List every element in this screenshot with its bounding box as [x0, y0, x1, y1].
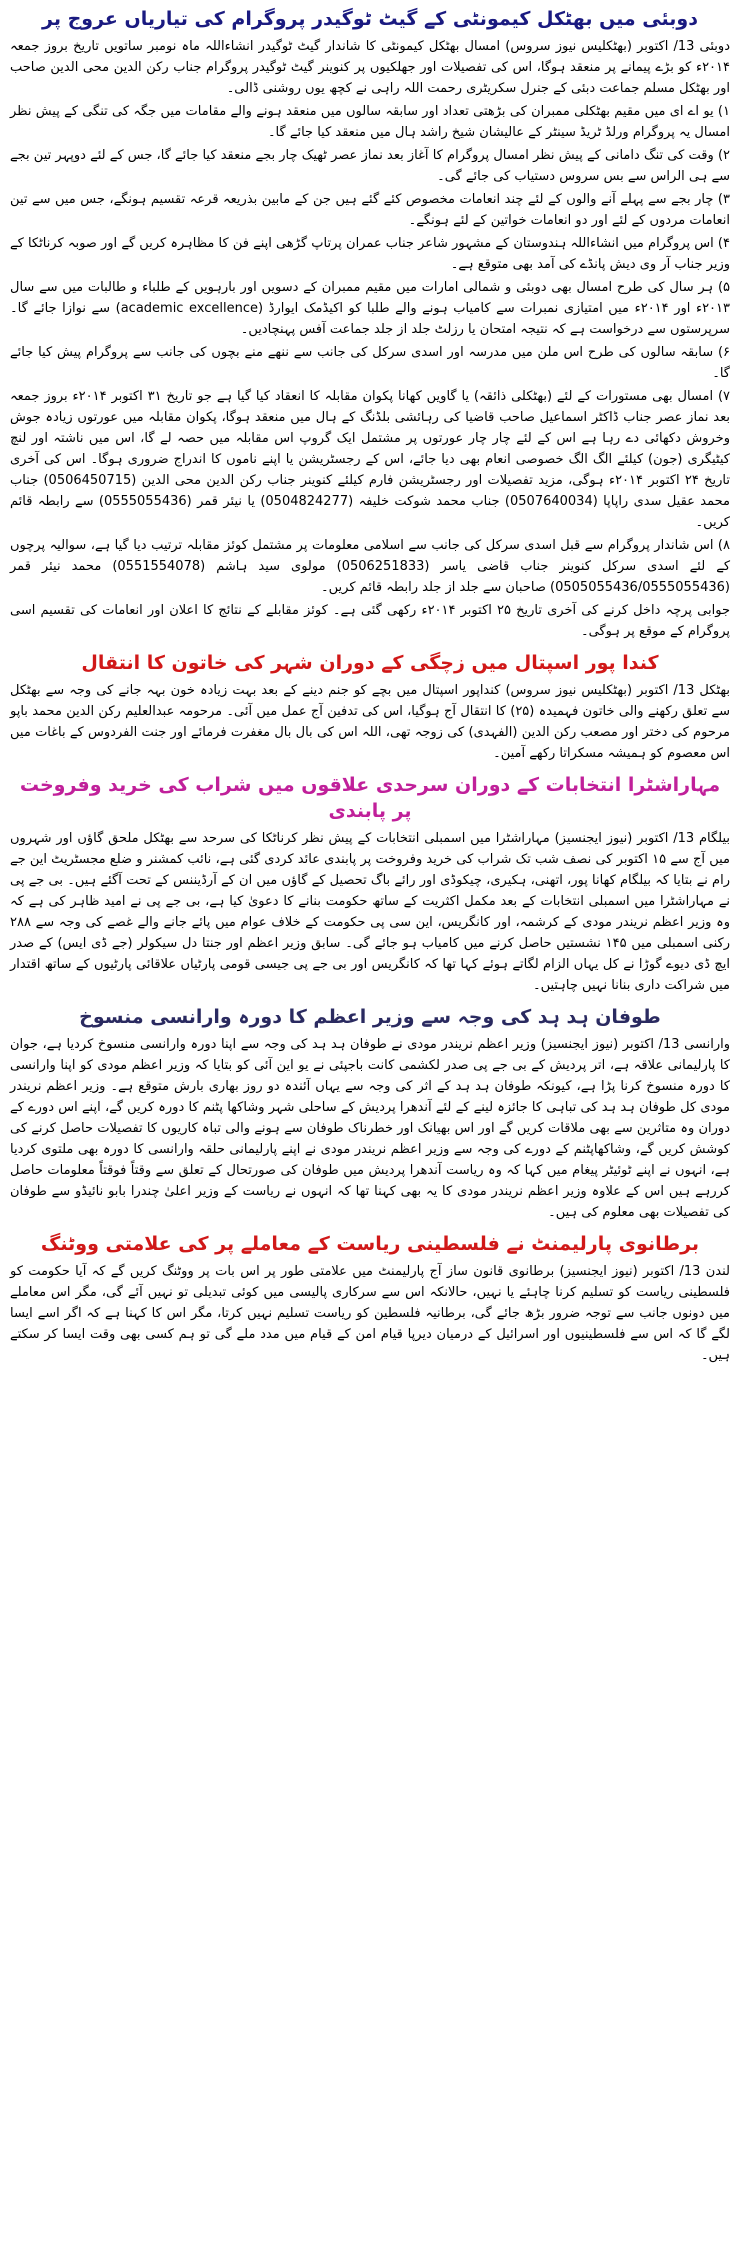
story-paragraph: لندن 13/ اکتوبر (نیوز ایجنسیز) برطانوی قانون ساز آج پارلیمنٹ میں علامتی طور پر اس بات پر ووٹنگ کریں گے کہ آیا حکومت کو فلسطینی ریاست کو تسلیم کرنا چاہئے یا نہیں، حالانکہ اس سے سرکاری پالیسی میں کوئی تبدیلی تو نہیں آئے گی، مگر اس معاملے میں دونوں جانب سے توجہ ضرور بڑھ جائے گی، برطانیہ فلسطین کو ریاست تسلیم نہیں کرتا، مگر اس کا کہنا ہے کہ اگر اسے ایسا لگے گا کہ اس سے فلسطینیوں اور اسرائیل کے درمیان دیرپا قیام امن کے قیام میں مدد ملے گی تو ہم کسی بھی وقت ایسا کر سکتے ہیں۔: [10, 1264, 730, 1363]
headline-dubai-get-together: دوبئی میں بھٹکل کیمونٹی کے گیٹ ٹوگیدر پروگرام کی تیاریاں عروج پر: [42, 8, 698, 30]
story-varanasi-visit-cancelled: [10, 1004, 730, 1223]
story-paragraph: بھٹکل 13/ اکتوبر (بھٹکلیس نیوز سروس) کنداپور اسپتال میں بچے کو جنم دینے کے بعد بہت زیادہ خون بہہ جانے کی وجہ سے بھٹکل سے تعلق رکھنے والی خاتون فہمیدہ (۲۵) کا انتقال آج ہوگیا، اس کی تدفین آج عمل میں آئی۔ مرحومہ عبدالعلیم رکن الدین محمد باپو مرحوم کی دختر اور مصعب رکن الدین (الفہدی) کی زوجہ تھی، اللہ اس کی بال بال مغفرت فرمائے اور جنت الفردوس کے باغات میں اس معصوم کو ہمیشہ مسکراتا رکھے آمین۔: [10, 683, 731, 761]
story-paragraph: ۸) اس شاندار پروگرام سے قبل اسدی سرکل کی جانب سے اسلامی معلومات پر مشتمل کوئز مقابلہ ترتیب دیا گیا ہے، سوالیہ پرچوں کے لئے اسدی سرکل کنوینر جناب قاضی یاسر (0506251833) مولوی سید ہاشم (0551554078) محمد نیئر قمر (0505055436/0555055436) صاحبان سے جلد از جلد رابطہ قائم کریں۔: [10, 538, 731, 595]
story-paragraph: ۴) اس پروگرام میں انشاءاللہ ہندوستان کے مشہور شاعر جناب عمران پرتاپ گڑھی اپنے فن کا مظاہرہ کریں گے اور صوبہ کرناٹکا کے وزیر جناب آر وی دیش پانڈے کی آمد بھی متوقع ہے۔: [10, 236, 730, 272]
story-paragraph: ۶) سابقہ سالوں کی طرح اس ملن میں مدرسہ اور اسدی سرکل کی جانب سے ننھے منے بچوں کی جانب سے پروگرام پیش کیا جائے گا۔: [10, 345, 730, 381]
headline-uk-palestine-vote: برطانوی پارلیمنٹ نے فلسطینی ریاست کے معاملے پر کی علامتی ووٹنگ: [40, 1233, 700, 1255]
story-paragraph: جوابی پرچہ داخل کرنے کی آخری تاریخ ۲۵ اکتوبر ۲۰۱۴ء رکھی گئی ہے۔ کوئز مقابلے کے نتائج کا اعلان اور انعامات کی تقسیم اسی پروگرام کے موقع پر ہوگی۔: [10, 603, 730, 639]
story-paragraph: ۲) وقت کی تنگ دامانی کے پیش نظر امسال پروگرام کا آغاز بعد نماز عصر ٹھیک چار بجے منعقد کیا جائے گا، جس کے لئے دوپہر تین بجے سے ہی الراس سے بس سروس دستیاب کی جائے گی۔: [10, 148, 730, 184]
story-uk-palestine-vote: [10, 1231, 730, 1366]
story-paragraph: ۱) یو اے ای میں مقیم بھٹکلی ممبران کی بڑھتی تعداد اور سابقہ سالوں میں منعقد ہونے والے مقامات میں جگہ کی تنگی کے پیش نظر امسال یہ پروگرام ورلڈ ٹریڈ سینٹر کے عالیشان شیخ راشد ہال میں منعقد کیا جائے گا۔: [10, 104, 730, 140]
story-paragraph: ۳) چار بجے سے پہلے آنے والوں کے لئے چند انعامات مخصوص کئے گئے ہیں جن کے مابین بذریعہ قرعہ تقسیم ہونگے، جس میں سے تین انعامات مردوں کے لئے اور دو انعامات خواتین کے لئے ہونگے۔: [10, 192, 730, 228]
headline-varanasi-visit-cancelled: طوفان ہد ہد کی وجہ سے وزیر اعظم کا دورہ وارانسی منسوخ: [79, 1006, 661, 1028]
story-paragraph: دوبئی 13/ اکتوبر (بھٹکلیس نیوز سروس) امسال بھٹکل کیمونٹی کا شاندار گیٹ ٹوگیدر انشاءاللہ ماہ نومبر ساتویں تاریخ بروز جمعہ ۲۰۱۴ء کو بڑے پیمانے پر منعقد ہوگا، اس کی تفصیلات اور جھلکیوں پر کنوینر گیٹ ٹوگیدر پروگرام جناب رکن الدین محی الدین صاحب اور بھٹکل مسلم جماعت دبئی کے جنرل سکریٹری رحمت اللہ راہی نے کچھ یوں روشنی ڈالی۔: [10, 39, 730, 96]
headline-maharashtra-liquor-ban: مہاراشٹرا انتخابات کے دوران سرحدی علاقوں میں شراب کی خرید وفروخت پر پابندی: [19, 774, 721, 822]
story-paragraph: ۵) ہر سال کی طرح امسال بھی دوبئی و شمالی امارات میں مقیم ممبران کے دسویں اور بارہویں کے طلباء و طالبات میں سے سال ۲۰۱۳ء اور ۲۰۱۴ء میں امتیازی نمبرات سے کامیاب ہونے والے طلبا کو اکیڈمک ایوارڈ (academic excellence) سے نوازا جائے گا۔ سرپرستوں سے درخواست ہے کہ نتیجہ امتحان یا رزلٹ جلد از جلد جماعت آفس پہنچادیں۔: [10, 280, 731, 337]
story-maharashtra-liquor-ban: [10, 772, 730, 996]
headline-kundapur-hospital: کندا پور اسپتال میں زچگی کے دوران شہر کی خاتون کا انتقال: [81, 652, 659, 674]
story-paragraph: بیلگام 13/ اکتوبر (نیوز ایجنسیز) مہاراشٹرا میں اسمبلی انتخابات کے پیش نظر کرناٹکا کی سرحد سے بھٹکل ملحق گاؤں اور شہروں میں آج سے ۱۵ اکتوبر کی نصف شب تک شراب کی خرید وفروخت پر پابندی عائد کردی گئی ہے، نائب کمشنر و ضلع مجسٹریٹ این جے رام نے بتایا کہ بیلگام کھانا پور، اتھنی، ہکیری، چیکوڈی اور رائے باگ تحصیل کے گاؤں میں ان کے آرڈیننس کے تحت آگئے ہیں۔ بی جے پی نے مہاراشٹرا میں اسمبلی انتخابات کے بعد مکمل اکثریت کے ساتھ حکومت بنانے کا دعویٰ کیا ہے، بی جے پی نے امید ظاہر کی ہے کہ وہ وزیر اعظم نریندر مودی کے کرشمہ، اور کانگریس، این سی پی حکومت کے خلاف عوام میں پائے جانے والے غصے کی وجہ سے ۲۸۸ رکنی اسمبلی میں ۱۴۵ نشستیں حاصل کرنے میں کامیاب ہو جائے گی۔ سابق وزیر اعظم اور جنتا دل سیکولر (جے ڈی ایس) کے صدر ایچ ڈی دیوے گوڑا نے کل یہاں الزام لگاتے ہوئے کہا تھا کہ کانگریس اور بی جے پی جیسی قومی پارٹیاں علاقائی پارٹیوں کے ساتھ اقتدار میں شراکت داری بنانا نہیں چاہتیں۔: [10, 831, 730, 993]
story-paragraph: وارانسی 13/ اکتوبر (نیوز ایجنسیز) وزیر اعظم نریندر مودی نے طوفان ہد ہد کی وجہ سے اپنا دورہ وارانسی منسوخ کردیا ہے، جوان کا پارلیمانی علاقہ ہے، اتر پردیش کے بی جے پی صدر لکشمی کانت باجپئی نے یو این آئی کو بتایا کہ وزیر اعظم مودی کو اپنا وارانسی کا دورہ منسوخ کرنا پڑا ہے، کیونکہ طوفان ہد ہد کے اثر کی وجہ سے یہاں آئندہ دو روز بھاری بارش متوقع ہے۔ وزیر اعظم نریندر مودی کل طوفان ہد ہد کی تباہی کا جائزہ لینے کے لئے آندھرا پردیش کے ساحلی شہر وشاکھا پٹنم کا دورہ کریں گے، اپنے اس دورے کے دوران وہ متاثرین سے بھی ملاقات کریں گے اور اس بھیانک اور خطرناک طوفان سے ہونے والی تباہ کاریوں کا تفصیلات حاصل کرنے کی کوشش کریں گے، وشاکھاپٹنم کے دورے کی وجہ سے وزیر اعظم نریندر مودی نے اپنے پارلیمانی حلقہ وارانسی کا دورہ بھی ملتوی کردیا ہے، انہوں نے اپنے ٹوئیٹر پیغام میں کہا کہ وہ ریاست آندھرا پردیش میں طوفان کی صورتحال کے تعلق سے وقتاً فوقتاً معلومات حاصل کررہے ہیں اس کے علاوہ وزیر اعظم نریندر مودی کا یہ بھی کہنا تھا کہ انہوں نے ریاست کے وزیر اعلیٰ چندرا بابو نائیڈو سے طوفان کی تفصیلات بھی معلوم کی ہیں۔: [10, 1037, 730, 1220]
story-paragraph: ۷) امسال بھی مستورات کے لئے (بھٹکلی ذائقہ) یا گاویں کھانا پکوان مقابلہ کا انعقاد کیا گیا ہے جو تاریخ ۳۱ اکتوبر ۲۰۱۴ء بروز جمعہ بعد نماز عصر جناب ڈاکٹر اسماعیل صاحب قاضیا کی رہائشی بلڈنگ کے ہال میں منعقد ہوگا، پکوان مقابلہ میں عورتوں زیادہ جوش وخروش دکھائی دے رہا ہے اس کے لئے چار چار عورتوں پر مشتمل ایک گروپ اس مقابلہ میں حصہ لے گا، اس میں ناشتہ اور لنچ کیٹیگری (جون) کیلئے الگ الگ خصوصی انعام بھی دیا جائے، اس کے رجسٹریشن یا اپنے ناموں کا اندراج ضروری ہوگا۔ اس کی آخری تاریخ ۲۴ اکتوبر ۲۰۱۴ء ہوگی، مزید تفصیلات اور رجسٹریشن فارم کیلئے کنوینر جناب رکن الدین محی الدین (0506450715) جناب محمد عقیل سدی راپاپا (0507640034) جناب محمد شوکت خلیفہ (0504824277) یا نیئر قمر (0555055436) سے رابطہ قائم کریں۔: [10, 389, 731, 530]
story-dubai-get-together: [10, 6, 730, 642]
story-kundapur-hospital: [10, 650, 730, 764]
